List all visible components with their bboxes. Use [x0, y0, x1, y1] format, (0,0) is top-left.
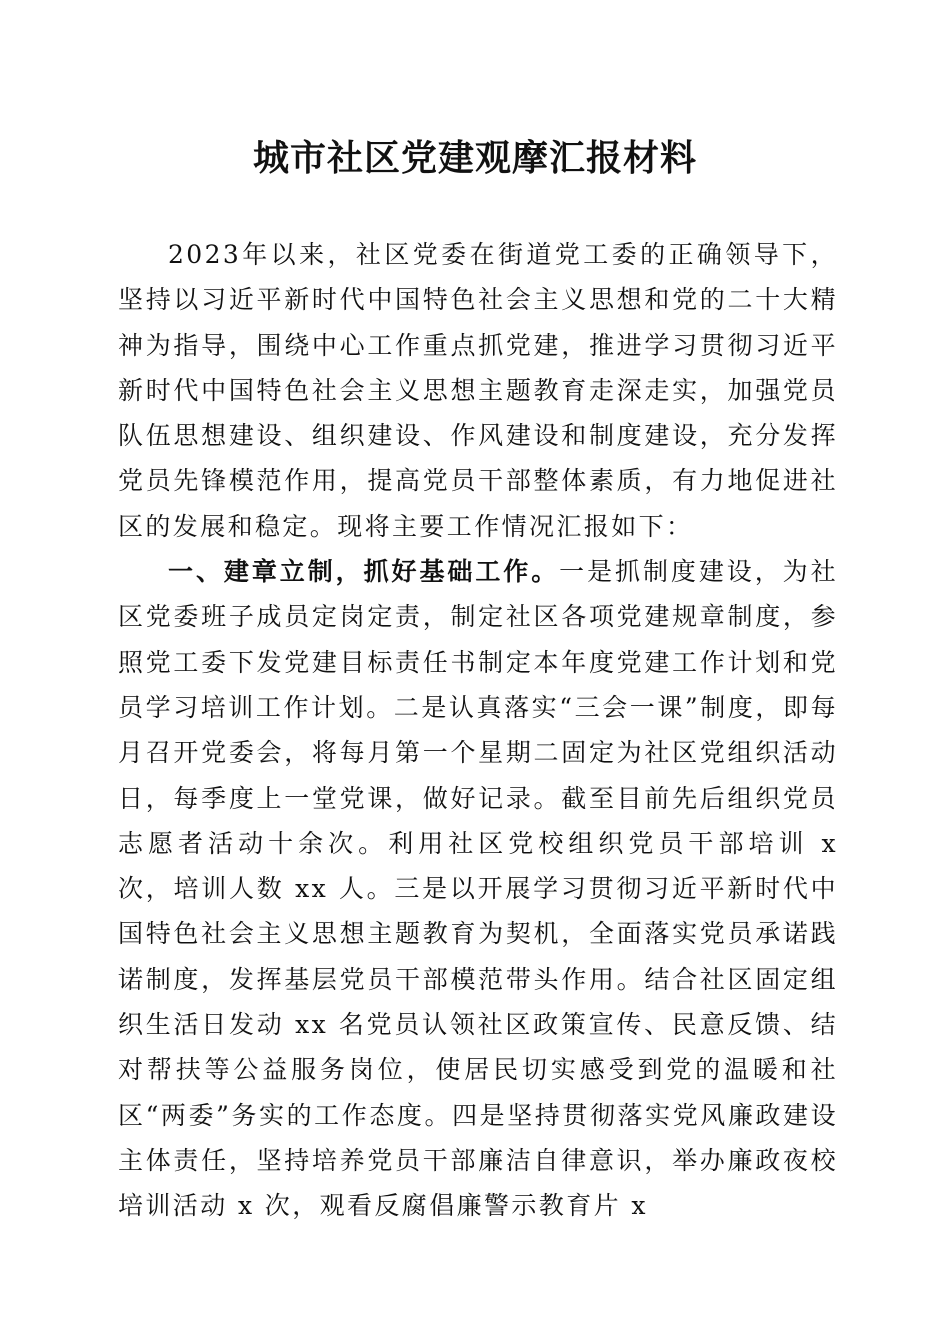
document-body	[118, 232, 838, 1229]
section-1-text: 一是抓制度建设，为社区党委班子成员定岗定责，制定社区各项党建规章制度，参照党工委下发党建目标责任书制定本年度党建工作计划和党员学习培训工作计划。二是认真落实“三会一课”制度，即每月召开党委会，将每月第一个星期二固定为社区党组织活动日，每季度上一堂党课，做好记录。截至目前先后组织党员志愿者活动十余次。利用社区党校组织党员干部培训 x 次，培训人数 xx 人。三是以开展学习贯彻习近平新时代中国特色社会主义思想主题教育为契机，全面落实党员承诺践诺制度，发挥基层党员干部模范带头作用。结合社区固定组织生活日发动 xx 名党员认领社区政策宣传、民意反馈、结对帮扶等公益服务岗位，使居民切实感受到党的温暖和社区“两委”务实的工作态度。四是坚持贯彻落实党风廉政建设主体责任，坚持培养党员干部廉洁自律意识，举办廉政夜校培训活动 x 次，观看反腐倡廉警示教育片 x	[118, 557, 838, 1221]
document-title: 城市社区党建观摩汇报材料	[252, 137, 697, 179]
section-1-paragraph	[118, 549, 838, 1228]
section-1-heading: 一、建章立制，抓好基础工作。	[168, 557, 560, 587]
intro-paragraph: 2023年以来，社区党委在街道党工委的正确领导下，坚持以习近平新时代中国特色社会主义思想和党的二十大精神为指导，围绕中心工作重点抓党建，推进学习贯彻习近平新时代中国特色社会主义思想主题教育走深走实，加强党员队伍思想建设、组织建设、作风建设和制度建设，充分发挥党员先锋模范作用，提高党员干部整体素质，有力地促进社区的发展和稳定。现将主要工作情况汇报如下：	[118, 240, 838, 541]
